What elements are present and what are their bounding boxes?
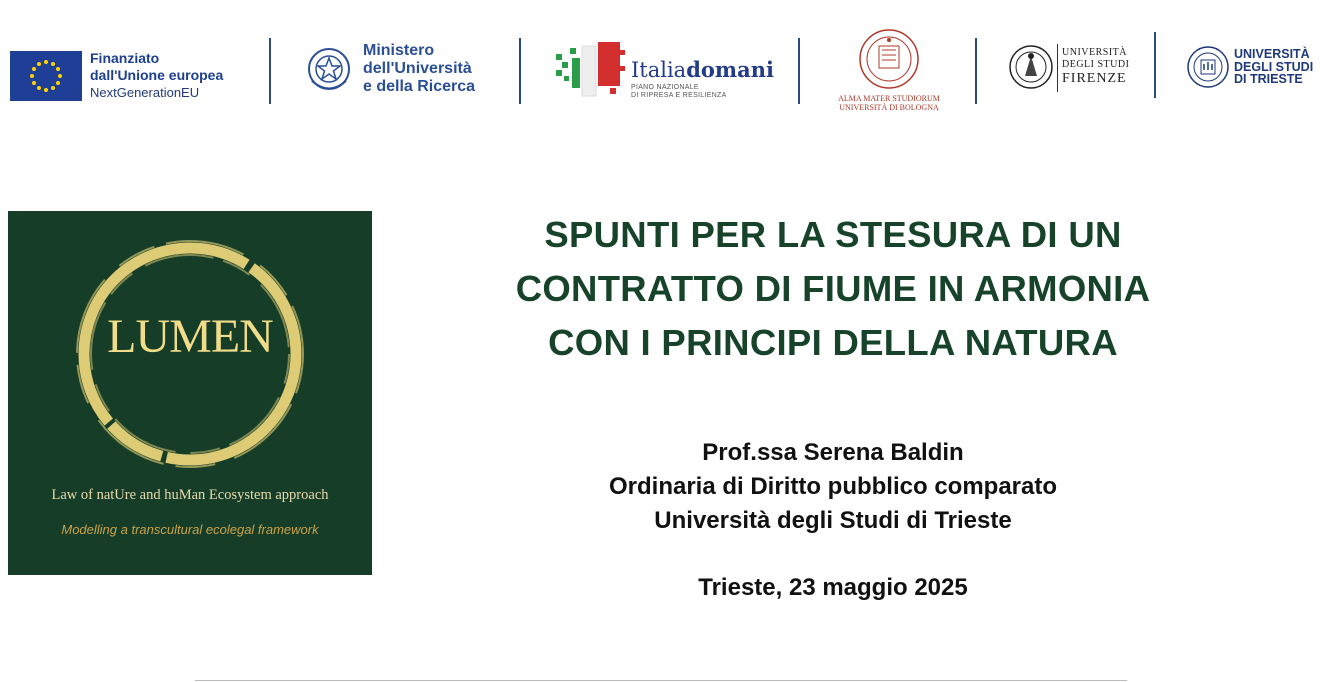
author-role: Ordinaria di Diritto pubblico comparato bbox=[608, 473, 1058, 500]
author-name: Prof.ssa Serena Baldin bbox=[702, 439, 964, 466]
trieste-line1: UNIVERSITÀ bbox=[1234, 47, 1310, 61]
italiadomani-sub2: DI RIPRESA E RESILIENZA bbox=[631, 92, 727, 99]
lumen-tagline: Law of natUre and huMan Ecosystem approach bbox=[51, 487, 329, 503]
logos-bar bbox=[0, 0, 1335, 120]
firenze-line2: DEGLI STUDI bbox=[1062, 59, 1130, 70]
eu-line1: Finanziato bbox=[90, 50, 160, 66]
bologna-label bbox=[826, 94, 952, 112]
trieste-line2: DEGLI STUDI bbox=[1234, 59, 1314, 74]
footer-divider bbox=[195, 680, 1127, 681]
eu-flag-icon bbox=[10, 51, 82, 101]
page-title bbox=[420, 208, 1246, 370]
logo-separator bbox=[975, 38, 977, 104]
ministero-line3: e della Ricerca bbox=[363, 78, 476, 95]
italiadomani-pixel-flag-icon bbox=[554, 40, 628, 100]
italiadomani-wordmark bbox=[631, 57, 774, 82]
bologna-line2: UNIVERSITÀ DI BOLOGNA bbox=[839, 103, 939, 112]
logo-separator bbox=[269, 38, 271, 104]
italian-republic-emblem-icon bbox=[304, 41, 354, 97]
bologna-seal-icon bbox=[858, 28, 920, 90]
firenze-label bbox=[1062, 47, 1129, 87]
italiadomani-subtitle bbox=[631, 84, 727, 100]
italiadomani-bold: domani bbox=[686, 57, 774, 82]
lumen-logo bbox=[8, 211, 372, 575]
eu-line3: NextGenerationEU bbox=[90, 85, 200, 100]
italiadomani-light: Italia bbox=[631, 58, 687, 82]
title-line1: SPUNTI PER LA STESURA DI UN bbox=[544, 214, 1122, 255]
logo-separator bbox=[519, 38, 521, 104]
eu-funding-label bbox=[90, 50, 223, 101]
lumen-wordmark: LUMEN bbox=[107, 310, 273, 363]
logo-separator bbox=[798, 38, 800, 104]
ministero-label bbox=[363, 42, 475, 96]
event-date: Trieste, 23 maggio 2025 bbox=[698, 574, 968, 601]
firenze-line1: UNIVERSITÀ bbox=[1062, 47, 1127, 58]
logo-separator bbox=[1154, 32, 1156, 98]
title-line2: CONTRATTO DI FIUME IN ARMONIA bbox=[515, 268, 1151, 309]
title-line3: CON I PRINCIPI DELLA NATURA bbox=[548, 322, 1118, 363]
trieste-seal-icon bbox=[1187, 46, 1229, 88]
ministero-line1: Ministero bbox=[363, 42, 435, 59]
italiadomani-sub1: PIANO NAZIONALE bbox=[631, 84, 699, 91]
trieste-label bbox=[1234, 48, 1313, 86]
bologna-line1: ALMA MATER STUDIORUM bbox=[838, 94, 940, 103]
ministero-line2: dell'Università bbox=[363, 60, 472, 77]
eu-line2: dall'Unione europea bbox=[90, 67, 224, 83]
firenze-seal-icon bbox=[1008, 42, 1054, 92]
firenze-line3: FIRENZE bbox=[1062, 71, 1127, 86]
author-block bbox=[420, 436, 1246, 538]
lumen-subtitle: Modelling a transcultural ecolegal framework bbox=[61, 522, 319, 537]
firenze-divider bbox=[1057, 44, 1058, 92]
trieste-line3: DI TRIESTE bbox=[1234, 72, 1303, 86]
author-institution: Università degli Studi di Trieste bbox=[654, 507, 1012, 534]
